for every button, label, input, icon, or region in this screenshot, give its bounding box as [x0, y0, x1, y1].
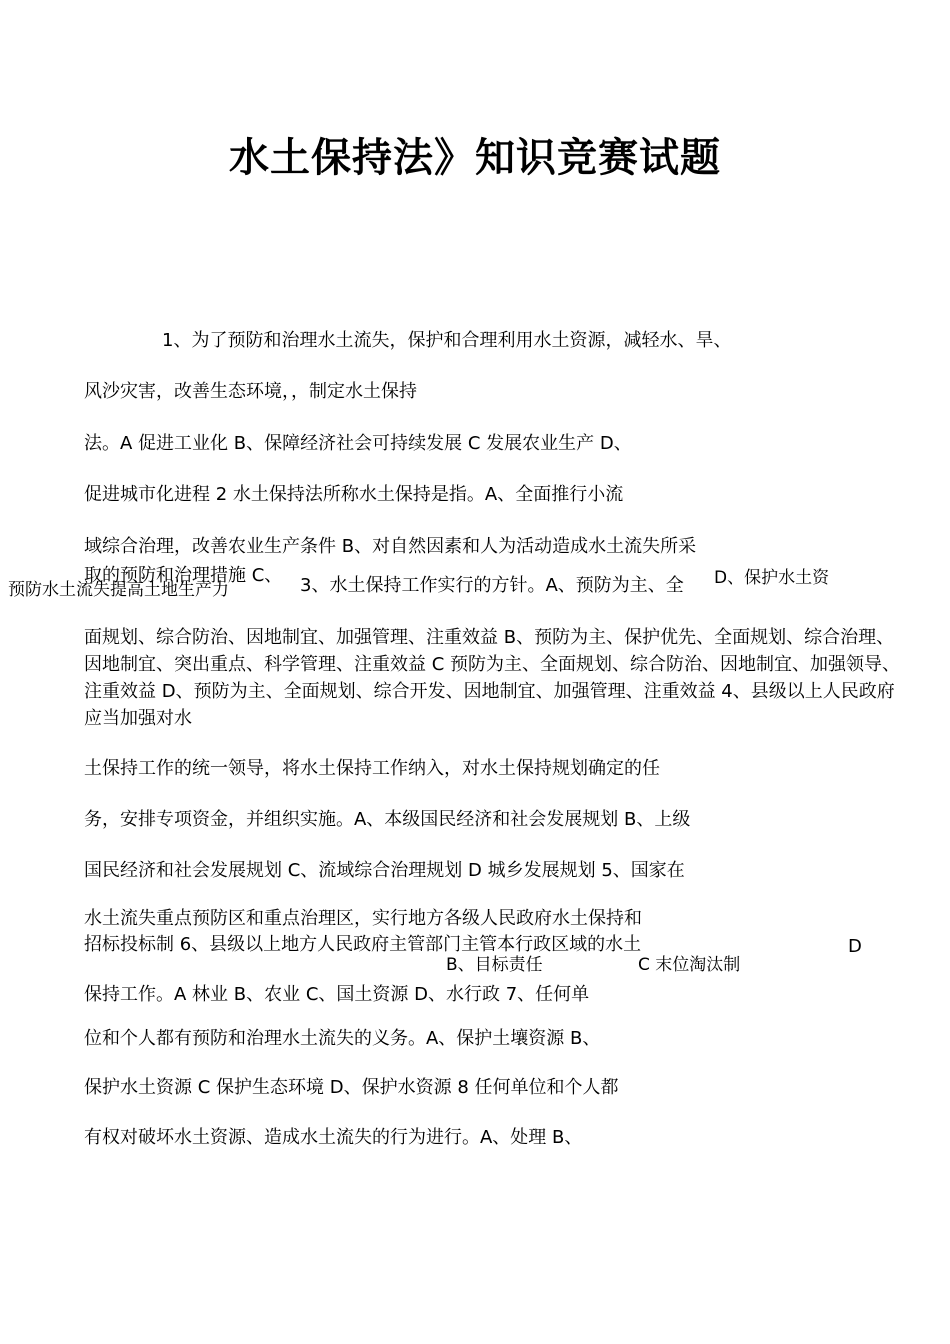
question-2-line: 促进城市化进程 2 水土保持法所称水土保持是指。A、全面推行小流 — [84, 484, 624, 505]
question-3-line: 3、水土保持工作实行的方针。A、预防为主、全 — [300, 575, 684, 596]
text-line: 风沙灾害，改善生态环境，，制定水土保持 — [84, 381, 417, 402]
text-line: 法。A 促进工业化 B、保障经济社会可持续发展 C 发展农业生产 D、 — [84, 433, 632, 454]
question-5-line: 国民经济和社会发展规划 C、流域综合治理规划 D 城乡发展规划 5、国家在 — [84, 860, 685, 881]
text-line: 域综合治理，改善农业生产条件 B、对自然因素和人为活动造成水土流失所采 — [84, 536, 697, 557]
question-1-line: 1、为了预防和治理水土流失，保护和合理利用水土资源，减轻水、旱、 — [162, 330, 732, 351]
text-line: 取的预防和治理措施 C、 — [84, 565, 283, 586]
question-6-line: 招标投标制 6、县级以上地方人民政府主管部门主管本行政区域的水土 — [84, 934, 642, 955]
question-7-line: 保持工作。A 林业 B、农业 C、国土资源 D、水行政 7、任何单 — [84, 984, 590, 1005]
text-line: 有权对破坏水土资源、造成水土流失的行为进行。A、处理 B、 — [84, 1127, 583, 1148]
option-text: B、目标责任 — [446, 955, 543, 975]
option-text: C 末位淘汰制 — [638, 955, 741, 975]
text-line: 土保持工作的统一领导，将水土保持工作纳入，对水土保持规划确定的任 — [84, 758, 660, 779]
text-line: 务，安排专项资金，并组织实施。A、本级国民经济和社会发展规划 B、上级 — [84, 809, 691, 830]
option-label: D — [848, 936, 862, 957]
question-8-line: 保护水土资源 C 保护生态环境 D、保护水资源 8 任何单位和个人都 — [84, 1077, 619, 1098]
text-line: 水土流失重点预防区和重点治理区，实行地方各级人民政府水土保持和 — [84, 908, 642, 929]
overlapping-text-line: 预防水土流失提高土地生产力 — [8, 580, 229, 600]
text-line: 位和个人都有预防和治理水土流失的义务。A、保护土壤资源 B、 — [84, 1028, 601, 1049]
page-title: 水土保持法》知识竞赛试题 — [229, 135, 721, 181]
text-paragraph: 面规划、综合防治、因地制宜、加强管理、注重效益 B、预防为主、保护优先、全面规划、综合治理、因地制宜、突出重点、科学管理、注重效益 C 预防为主、全面规划、综合防治、因地制宜、加强领导、注重效益 D、预防为主、全面规划、综合开发、因地制宜、加强管理、注重效益 4、县级以上人民政府应当加强对水 — [84, 627, 901, 729]
overlapping-text-line: D、保护水土资 — [714, 568, 830, 588]
